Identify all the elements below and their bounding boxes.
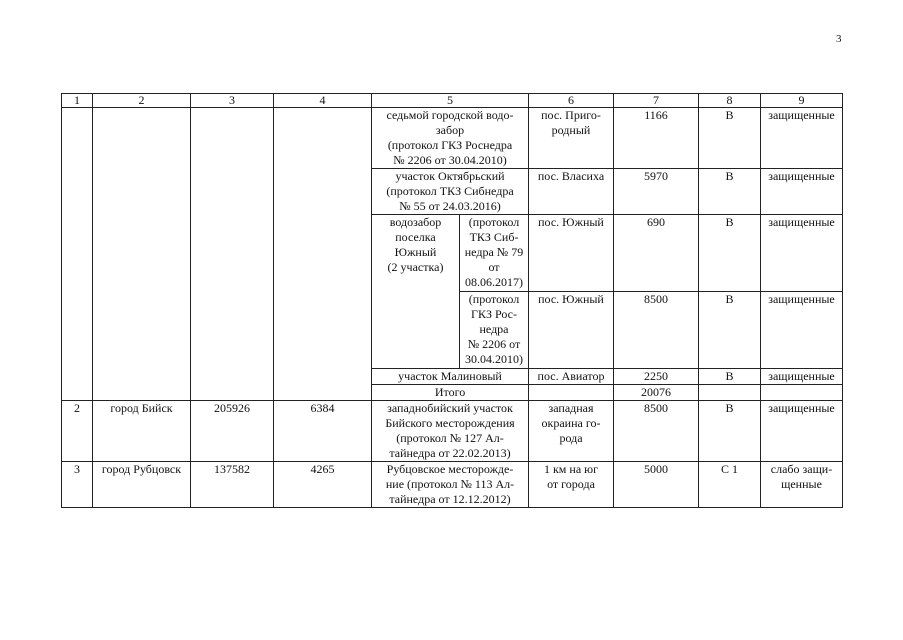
value-cell: 8500 bbox=[614, 401, 699, 462]
row-number: 3 bbox=[62, 462, 93, 508]
place: западная окраина го- рода bbox=[541, 401, 601, 445]
place: пос. Приго- родный bbox=[541, 108, 601, 137]
header-cell: 4 bbox=[274, 94, 372, 108]
row-number: 2 bbox=[62, 401, 93, 462]
table-row bbox=[62, 108, 843, 169]
total-value: 20076 bbox=[614, 385, 699, 401]
site-group-cell bbox=[372, 215, 460, 369]
header-cell: 7 bbox=[614, 94, 699, 108]
site-name-cell bbox=[372, 108, 529, 169]
protocol: (протокол ТКЗ Сиб- недра № 79 от 08.06.2017) bbox=[464, 215, 524, 289]
category-cell: В bbox=[699, 369, 761, 385]
place-cell bbox=[529, 401, 614, 462]
header-cell: 3 bbox=[191, 94, 274, 108]
place-cell bbox=[529, 462, 614, 508]
demand-cell: 6384 bbox=[274, 401, 372, 462]
site-name: Рубцовское месторожде- ние (протокол № 113 Ал- тайнедра от 12.12.2012) bbox=[385, 462, 515, 506]
site-name: западнобийский участок Бийского месторождения (протокол № 127 Ал- тайнедра от 22.02.2013) bbox=[385, 401, 515, 460]
header-cell: 8 bbox=[699, 94, 761, 108]
empty-cell bbox=[62, 108, 93, 401]
protection-cell: защищенные bbox=[761, 215, 843, 292]
empty-cell bbox=[93, 108, 191, 401]
protection-cell: защищенные bbox=[761, 401, 843, 462]
value-cell: 2250 bbox=[614, 369, 699, 385]
site-name-cell bbox=[372, 401, 529, 462]
category-cell: В bbox=[699, 215, 761, 292]
value-cell: 690 bbox=[614, 215, 699, 292]
place-cell: пос. Южный bbox=[529, 215, 614, 292]
category-cell: В bbox=[699, 169, 761, 215]
header-cell: 2 bbox=[93, 94, 191, 108]
protocol-cell bbox=[460, 292, 529, 369]
site-name-cell: участок Малиновый bbox=[372, 369, 529, 385]
place-cell: пос. Власиха bbox=[529, 169, 614, 215]
value-cell: 5970 bbox=[614, 169, 699, 215]
demand-cell: 4265 bbox=[274, 462, 372, 508]
site-name-cell bbox=[372, 169, 529, 215]
city-cell: город Бийск bbox=[93, 401, 191, 462]
table-row bbox=[62, 401, 843, 462]
site-name-cell bbox=[372, 462, 529, 508]
category-cell: В bbox=[699, 292, 761, 369]
place-cell: пос. Южный bbox=[529, 292, 614, 369]
protection-cell: защищенные bbox=[761, 169, 843, 215]
population-cell: 205926 bbox=[191, 401, 274, 462]
empty-cell bbox=[761, 385, 843, 401]
place: 1 км на юг от города bbox=[543, 462, 599, 491]
place-cell: пос. Авиатор bbox=[529, 369, 614, 385]
empty-cell bbox=[274, 108, 372, 401]
protection-cell bbox=[761, 462, 843, 508]
protection-cell: защищенные bbox=[761, 369, 843, 385]
empty-cell bbox=[529, 385, 614, 401]
value-cell: 8500 bbox=[614, 292, 699, 369]
water-intake-table bbox=[61, 93, 843, 508]
protection: слабо защи- щенные bbox=[770, 462, 833, 491]
population-cell: 137582 bbox=[191, 462, 274, 508]
site-group-name: водозабор поселка Южный (2 участка) bbox=[387, 215, 444, 274]
empty-cell bbox=[699, 385, 761, 401]
site-name: участок Октябрьский (протокол ТКЗ Сибнедра № 55 от 24.03.2016) bbox=[386, 169, 514, 213]
protection-cell: защищенные bbox=[761, 108, 843, 169]
header-cell: 1 bbox=[62, 94, 93, 108]
protocol: (протокол ГКЗ Рос- недра № 2206 от 30.04.2010) bbox=[465, 292, 523, 366]
value-cell: 5000 bbox=[614, 462, 699, 508]
value-cell: 1166 bbox=[614, 108, 699, 169]
header-row bbox=[62, 94, 843, 108]
table-row bbox=[62, 462, 843, 508]
protection-cell: защищенные bbox=[761, 292, 843, 369]
category-cell: В bbox=[699, 401, 761, 462]
protocol-cell bbox=[460, 215, 529, 292]
page-number: 3 bbox=[836, 33, 842, 45]
site-name: седьмой городской водо- забор (протокол ГКЗ Роснедра № 2206 от 30.04.2010) bbox=[386, 108, 514, 167]
category-cell: С 1 bbox=[699, 462, 761, 508]
total-label: Итого bbox=[372, 385, 529, 401]
empty-cell bbox=[191, 108, 274, 401]
header-cell: 5 bbox=[372, 94, 529, 108]
header-cell: 9 bbox=[761, 94, 843, 108]
city-cell: город Рубцовск bbox=[93, 462, 191, 508]
category-cell: В bbox=[699, 108, 761, 169]
header-cell: 6 bbox=[529, 94, 614, 108]
place-cell bbox=[529, 108, 614, 169]
